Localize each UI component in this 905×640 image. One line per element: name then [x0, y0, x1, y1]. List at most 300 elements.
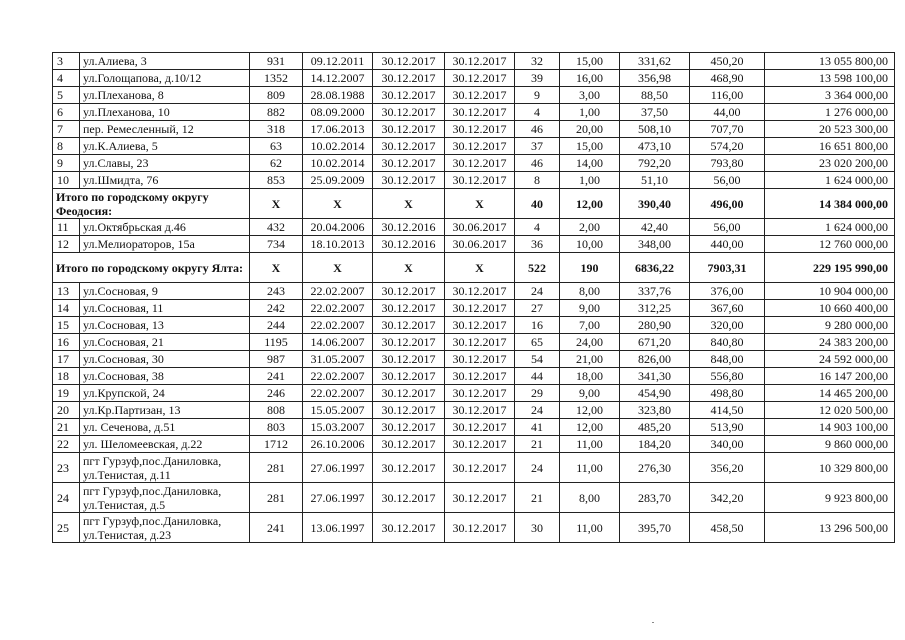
table-row [53, 334, 895, 351]
area-living-cell: 513,90 [690, 419, 765, 436]
apartments-cell: 11,00 [560, 436, 620, 453]
residents-cell: 4 [515, 104, 560, 121]
move-date-cell: 30.12.2017 [445, 402, 515, 419]
area-total-cell: 341,30 [620, 368, 690, 385]
row-number-cell: 16 [53, 334, 80, 351]
area-total-cell: 283,70 [620, 483, 690, 513]
cost-cell: 14 903 100,00 [765, 419, 895, 436]
table-row [53, 121, 895, 138]
move-date-cell: 30.12.2017 [445, 104, 515, 121]
residents-cell: 24 [515, 402, 560, 419]
deadline-cell: Х [373, 253, 445, 283]
cost-cell: 9 280 000,00 [765, 317, 895, 334]
area-total-cell: 51,10 [620, 172, 690, 189]
area-cell: 241 [250, 368, 303, 385]
area-living-cell: 496,00 [690, 189, 765, 219]
row-number-cell: 7 [53, 121, 80, 138]
address-cell: ул. Шеломеевская, д.22 [80, 436, 250, 453]
date-cell: 27.06.1997 [303, 453, 373, 483]
deadline-cell: 30.12.2016 [373, 236, 445, 253]
address-cell: ул.Плеханова, 10 [80, 104, 250, 121]
area-living-cell: 840,80 [690, 334, 765, 351]
apartments-cell: 18,00 [560, 368, 620, 385]
date-cell: 17.06.2013 [303, 121, 373, 138]
date-cell: 20.04.2006 [303, 219, 373, 236]
residents-cell: 40 [515, 189, 560, 219]
cost-cell: 14 384 000,00 [765, 189, 895, 219]
address-cell: пгт Гурзуф,пос.Даниловка, ул.Тенистая, д.5 [80, 483, 250, 513]
area-cell: Х [250, 253, 303, 283]
move-date-cell: 30.12.2017 [445, 317, 515, 334]
move-date-cell: 30.12.2017 [445, 351, 515, 368]
row-number-cell: 4 [53, 70, 80, 87]
table-row [53, 419, 895, 436]
deadline-cell: 30.12.2017 [373, 155, 445, 172]
address-cell: ул.К.Алиева, 5 [80, 138, 250, 155]
cost-cell: 3 364 000,00 [765, 87, 895, 104]
area-total-cell: 485,20 [620, 419, 690, 436]
area-total-cell: 331,62 [620, 53, 690, 70]
deadline-cell: 30.12.2017 [373, 453, 445, 483]
address-cell: ул.Сосновая, 21 [80, 334, 250, 351]
cost-cell: 13 296 500,00 [765, 513, 895, 543]
date-cell: 22.02.2007 [303, 283, 373, 300]
address-cell: ул.Сосновая, 13 [80, 317, 250, 334]
area-living-cell: 450,20 [690, 53, 765, 70]
deadline-cell: 30.12.2017 [373, 53, 445, 70]
area-total-cell: 280,90 [620, 317, 690, 334]
date-cell: 09.12.2011 [303, 53, 373, 70]
apartments-cell: 15,00 [560, 53, 620, 70]
table-row [53, 351, 895, 368]
table-row [53, 70, 895, 87]
address-cell: ул.Сосновая, 30 [80, 351, 250, 368]
move-date-cell: 30.12.2017 [445, 300, 515, 317]
scan-speck [652, 622, 654, 623]
deadline-cell: 30.12.2017 [373, 436, 445, 453]
table-row [53, 104, 895, 121]
table-row [53, 402, 895, 419]
area-total-cell: 826,00 [620, 351, 690, 368]
area-cell: 809 [250, 87, 303, 104]
table-row [53, 385, 895, 402]
date-cell: 22.02.2007 [303, 368, 373, 385]
area-total-cell: 390,40 [620, 189, 690, 219]
table-row [53, 436, 895, 453]
address-cell: ул.Крупской, 24 [80, 385, 250, 402]
residents-cell: 46 [515, 155, 560, 172]
row-number-cell: 20 [53, 402, 80, 419]
residents-cell: 65 [515, 334, 560, 351]
area-total-cell: 671,20 [620, 334, 690, 351]
address-cell: ул.Кр.Партизан, 13 [80, 402, 250, 419]
row-number-cell: 19 [53, 385, 80, 402]
residents-cell: 37 [515, 138, 560, 155]
move-date-cell: 30.12.2017 [445, 368, 515, 385]
residents-cell: 4 [515, 219, 560, 236]
date-cell: 22.02.2007 [303, 300, 373, 317]
area-living-cell: 356,20 [690, 453, 765, 483]
area-living-cell: 414,50 [690, 402, 765, 419]
area-total-cell: 395,70 [620, 513, 690, 543]
area-cell: 1352 [250, 70, 303, 87]
area-total-cell: 473,10 [620, 138, 690, 155]
area-total-cell: 42,40 [620, 219, 690, 236]
area-living-cell: 376,00 [690, 283, 765, 300]
area-living-cell: 342,20 [690, 483, 765, 513]
table-row [53, 300, 895, 317]
area-total-cell: 356,98 [620, 70, 690, 87]
apartments-cell: 9,00 [560, 300, 620, 317]
cost-cell: 9 923 800,00 [765, 483, 895, 513]
row-number-cell: 22 [53, 436, 80, 453]
area-cell: 242 [250, 300, 303, 317]
deadline-cell: 30.12.2017 [373, 317, 445, 334]
area-cell: 244 [250, 317, 303, 334]
date-cell: 22.02.2007 [303, 317, 373, 334]
table-row [53, 155, 895, 172]
date-cell: 27.06.1997 [303, 483, 373, 513]
apartments-cell: 11,00 [560, 453, 620, 483]
area-total-cell: 276,30 [620, 453, 690, 483]
area-living-cell: 498,80 [690, 385, 765, 402]
move-date-cell: 30.06.2017 [445, 219, 515, 236]
date-cell: 22.02.2007 [303, 385, 373, 402]
date-cell: 18.10.2013 [303, 236, 373, 253]
area-total-cell: 337,76 [620, 283, 690, 300]
row-number-cell: 15 [53, 317, 80, 334]
area-cell: 243 [250, 283, 303, 300]
apartments-cell: 14,00 [560, 155, 620, 172]
cost-cell: 16 147 200,00 [765, 368, 895, 385]
residents-cell: 8 [515, 172, 560, 189]
deadline-cell: 30.12.2016 [373, 219, 445, 236]
date-cell: Х [303, 189, 373, 219]
area-total-cell: 508,10 [620, 121, 690, 138]
area-living-cell: 458,50 [690, 513, 765, 543]
apartments-cell: 1,00 [560, 104, 620, 121]
residents-cell: 27 [515, 300, 560, 317]
deadline-cell: 30.12.2017 [373, 70, 445, 87]
area-living-cell: 848,00 [690, 351, 765, 368]
residents-cell: 24 [515, 453, 560, 483]
apartments-cell: 12,00 [560, 189, 620, 219]
residents-cell: 39 [515, 70, 560, 87]
cost-cell: 13 055 800,00 [765, 53, 895, 70]
area-cell: 987 [250, 351, 303, 368]
table-body [53, 53, 895, 543]
apartments-cell: 10,00 [560, 236, 620, 253]
table-row [53, 453, 895, 483]
residents-cell: 32 [515, 53, 560, 70]
area-total-cell: 37,50 [620, 104, 690, 121]
apartments-cell: 190 [560, 253, 620, 283]
area-living-cell: 440,00 [690, 236, 765, 253]
cost-cell: 10 329 800,00 [765, 453, 895, 483]
deadline-cell: 30.12.2017 [373, 334, 445, 351]
area-living-cell: 707,70 [690, 121, 765, 138]
area-living-cell: 320,00 [690, 317, 765, 334]
apartments-cell: 15,00 [560, 138, 620, 155]
area-total-cell: 312,25 [620, 300, 690, 317]
residents-cell: 46 [515, 121, 560, 138]
area-cell: 281 [250, 453, 303, 483]
row-number-cell: 6 [53, 104, 80, 121]
area-total-cell: 323,80 [620, 402, 690, 419]
move-date-cell: 30.12.2017 [445, 385, 515, 402]
row-number-cell: 10 [53, 172, 80, 189]
table-row [53, 283, 895, 300]
table-row [53, 513, 895, 543]
address-cell: пер. Ремесленный, 12 [80, 121, 250, 138]
subtotal-label: Итого по городскому округу Ялта: [53, 253, 250, 283]
area-living-cell: 340,00 [690, 436, 765, 453]
move-date-cell: 30.12.2017 [445, 283, 515, 300]
area-living-cell: 56,00 [690, 219, 765, 236]
table-row [53, 172, 895, 189]
deadline-cell: 30.12.2017 [373, 300, 445, 317]
residents-cell: 21 [515, 483, 560, 513]
deadline-cell: 30.12.2017 [373, 87, 445, 104]
cost-cell: 20 523 300,00 [765, 121, 895, 138]
row-number-cell: 9 [53, 155, 80, 172]
area-living-cell: 367,60 [690, 300, 765, 317]
move-date-cell: 30.12.2017 [445, 138, 515, 155]
row-number-cell: 23 [53, 453, 80, 483]
address-cell: пгт Гурзуф,пос.Даниловка, ул.Тенистая, д.23 [80, 513, 250, 543]
row-number-cell: 8 [53, 138, 80, 155]
deadline-cell: 30.12.2017 [373, 351, 445, 368]
move-date-cell: Х [445, 189, 515, 219]
area-total-cell: 454,90 [620, 385, 690, 402]
move-date-cell: 30.12.2017 [445, 172, 515, 189]
deadline-cell: 30.12.2017 [373, 121, 445, 138]
residents-cell: 21 [515, 436, 560, 453]
apartments-cell: 16,00 [560, 70, 620, 87]
residents-cell: 44 [515, 368, 560, 385]
deadline-cell: 30.12.2017 [373, 138, 445, 155]
address-cell: ул.Сосновая, 11 [80, 300, 250, 317]
area-total-cell: 792,20 [620, 155, 690, 172]
move-date-cell: 30.06.2017 [445, 236, 515, 253]
area-cell: 1712 [250, 436, 303, 453]
date-cell: Х [303, 253, 373, 283]
date-cell: 28.08.1988 [303, 87, 373, 104]
area-cell: 931 [250, 53, 303, 70]
row-number-cell: 18 [53, 368, 80, 385]
cost-cell: 1 276 000,00 [765, 104, 895, 121]
residents-cell: 54 [515, 351, 560, 368]
address-cell: ул. Сеченова, д.51 [80, 419, 250, 436]
move-date-cell: 30.12.2017 [445, 70, 515, 87]
address-cell: ул.Сосновая, 38 [80, 368, 250, 385]
move-date-cell: 30.12.2017 [445, 87, 515, 104]
area-cell: 808 [250, 402, 303, 419]
move-date-cell: 30.12.2017 [445, 121, 515, 138]
housing-table [52, 52, 895, 543]
date-cell: 13.06.1997 [303, 513, 373, 543]
cost-cell: 1 624 000,00 [765, 172, 895, 189]
cost-cell: 24 592 000,00 [765, 351, 895, 368]
table-row [53, 53, 895, 70]
apartments-cell: 11,00 [560, 513, 620, 543]
move-date-cell: 30.12.2017 [445, 155, 515, 172]
residents-cell: 30 [515, 513, 560, 543]
table-row [53, 483, 895, 513]
area-total-cell: 88,50 [620, 87, 690, 104]
area-cell: 432 [250, 219, 303, 236]
area-total-cell: 184,20 [620, 436, 690, 453]
deadline-cell: 30.12.2017 [373, 385, 445, 402]
move-date-cell: 30.12.2017 [445, 453, 515, 483]
area-living-cell: 556,80 [690, 368, 765, 385]
deadline-cell: 30.12.2017 [373, 104, 445, 121]
row-number-cell: 5 [53, 87, 80, 104]
date-cell: 08.09.2000 [303, 104, 373, 121]
deadline-cell: 30.12.2017 [373, 419, 445, 436]
address-cell: ул.Голощапова, д.10/12 [80, 70, 250, 87]
row-number-cell: 12 [53, 236, 80, 253]
move-date-cell: 30.12.2017 [445, 334, 515, 351]
deadline-cell: 30.12.2017 [373, 172, 445, 189]
move-date-cell: 30.12.2017 [445, 53, 515, 70]
move-date-cell: 30.12.2017 [445, 513, 515, 543]
deadline-cell: 30.12.2017 [373, 368, 445, 385]
area-cell: 281 [250, 483, 303, 513]
apartments-cell: 20,00 [560, 121, 620, 138]
area-total-cell: 6836,22 [620, 253, 690, 283]
row-number-cell: 14 [53, 300, 80, 317]
address-cell: ул.Плеханова, 8 [80, 87, 250, 104]
date-cell: 15.03.2007 [303, 419, 373, 436]
apartments-cell: 24,00 [560, 334, 620, 351]
area-cell: 246 [250, 385, 303, 402]
date-cell: 10.02.2014 [303, 155, 373, 172]
area-cell: 318 [250, 121, 303, 138]
area-cell: 63 [250, 138, 303, 155]
area-cell: 1195 [250, 334, 303, 351]
cost-cell: 1 624 000,00 [765, 219, 895, 236]
apartments-cell: 9,00 [560, 385, 620, 402]
area-cell: 803 [250, 419, 303, 436]
address-cell: ул.Октябрьская д.46 [80, 219, 250, 236]
row-number-cell: 11 [53, 219, 80, 236]
row-number-cell: 3 [53, 53, 80, 70]
deadline-cell: 30.12.2017 [373, 483, 445, 513]
residents-cell: 9 [515, 87, 560, 104]
date-cell: 26.10.2006 [303, 436, 373, 453]
apartments-cell: 8,00 [560, 483, 620, 513]
apartments-cell: 12,00 [560, 419, 620, 436]
table-row [53, 219, 895, 236]
date-cell: 15.05.2007 [303, 402, 373, 419]
area-cell: 853 [250, 172, 303, 189]
subtotal-row [53, 189, 895, 219]
residents-cell: 29 [515, 385, 560, 402]
address-cell: ул.Сосновая, 9 [80, 283, 250, 300]
table-row [53, 138, 895, 155]
cost-cell: 229 195 990,00 [765, 253, 895, 283]
deadline-cell: Х [373, 189, 445, 219]
row-number-cell: 24 [53, 483, 80, 513]
deadline-cell: 30.12.2017 [373, 402, 445, 419]
area-living-cell: 574,20 [690, 138, 765, 155]
row-number-cell: 17 [53, 351, 80, 368]
area-cell: 241 [250, 513, 303, 543]
cost-cell: 10 660 400,00 [765, 300, 895, 317]
area-cell: Х [250, 189, 303, 219]
residents-cell: 24 [515, 283, 560, 300]
table-row [53, 87, 895, 104]
subtotal-row [53, 253, 895, 283]
date-cell: 14.06.2007 [303, 334, 373, 351]
cost-cell: 12 760 000,00 [765, 236, 895, 253]
cost-cell: 12 020 500,00 [765, 402, 895, 419]
apartments-cell: 12,00 [560, 402, 620, 419]
address-cell: ул.Славы, 23 [80, 155, 250, 172]
area-total-cell: 348,00 [620, 236, 690, 253]
row-number-cell: 25 [53, 513, 80, 543]
residents-cell: 41 [515, 419, 560, 436]
apartments-cell: 7,00 [560, 317, 620, 334]
residents-cell: 36 [515, 236, 560, 253]
area-living-cell: 44,00 [690, 104, 765, 121]
date-cell: 31.05.2007 [303, 351, 373, 368]
apartments-cell: 2,00 [560, 219, 620, 236]
date-cell: 25.09.2009 [303, 172, 373, 189]
move-date-cell: 30.12.2017 [445, 419, 515, 436]
cost-cell: 16 651 800,00 [765, 138, 895, 155]
apartments-cell: 3,00 [560, 87, 620, 104]
row-number-cell: 21 [53, 419, 80, 436]
subtotal-label: Итого по городскому округу Феодосия: [53, 189, 250, 219]
area-cell: 62 [250, 155, 303, 172]
date-cell: 10.02.2014 [303, 138, 373, 155]
apartments-cell: 1,00 [560, 172, 620, 189]
apartments-cell: 8,00 [560, 283, 620, 300]
date-cell: 14.12.2007 [303, 70, 373, 87]
area-living-cell: 468,90 [690, 70, 765, 87]
table-row [53, 317, 895, 334]
deadline-cell: 30.12.2017 [373, 513, 445, 543]
area-living-cell: 793,80 [690, 155, 765, 172]
residents-cell: 522 [515, 253, 560, 283]
cost-cell: 13 598 100,00 [765, 70, 895, 87]
address-cell: ул.Алиева, 3 [80, 53, 250, 70]
residents-cell: 16 [515, 317, 560, 334]
move-date-cell: Х [445, 253, 515, 283]
cost-cell: 10 904 000,00 [765, 283, 895, 300]
deadline-cell: 30.12.2017 [373, 283, 445, 300]
area-cell: 882 [250, 104, 303, 121]
address-cell: ул.Мелиораторов, 15а [80, 236, 250, 253]
move-date-cell: 30.12.2017 [445, 483, 515, 513]
table-row [53, 236, 895, 253]
cost-cell: 9 860 000,00 [765, 436, 895, 453]
row-number-cell: 13 [53, 283, 80, 300]
table-row [53, 368, 895, 385]
area-living-cell: 7903,31 [690, 253, 765, 283]
area-living-cell: 116,00 [690, 87, 765, 104]
cost-cell: 23 020 200,00 [765, 155, 895, 172]
move-date-cell: 30.12.2017 [445, 436, 515, 453]
area-cell: 734 [250, 236, 303, 253]
cost-cell: 14 465 200,00 [765, 385, 895, 402]
apartments-cell: 21,00 [560, 351, 620, 368]
cost-cell: 24 383 200,00 [765, 334, 895, 351]
address-cell: пгт Гурзуф,пос.Даниловка, ул.Тенистая, д.11 [80, 453, 250, 483]
address-cell: ул.Шмидта, 76 [80, 172, 250, 189]
